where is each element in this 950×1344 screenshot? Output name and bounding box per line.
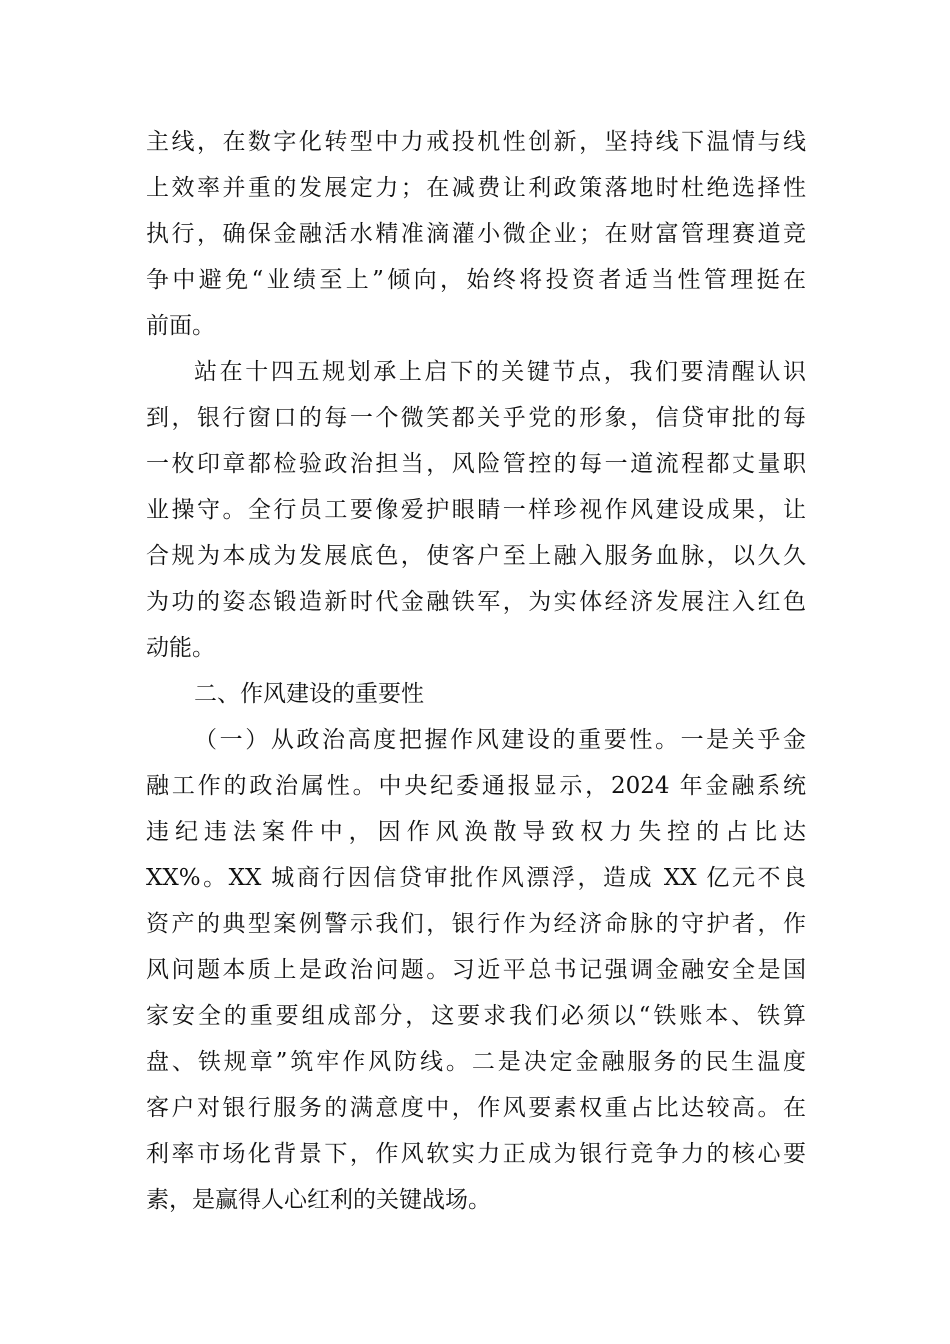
text-line: 业操守。全行员工要像爱护眼睛一样珍视作风建设成果，让	[146, 497, 806, 523]
text-line: 前面。	[146, 313, 215, 339]
text-line: 资产的典型案例警示我们，银行作为经济命脉的守护者，作	[146, 911, 806, 937]
text-line: 执行，确保金融活水精准滴灌小微企业；在财富管理赛道竞	[146, 221, 806, 247]
text-line: 盘、铁规章”筑牢作风防线。二是决定金融服务的民生温度	[146, 1049, 806, 1075]
section-heading: 二、作风建设的重要性	[194, 681, 424, 707]
text-line: XX%。XX 城商行因信贷审批作风漂浮，造成 XX 亿元不良	[146, 865, 806, 891]
text-line: 家安全的重要组成部分，这要求我们必须以“铁账本、铁算	[146, 1003, 806, 1029]
text-line: 客户对银行服务的满意度中，作风要素权重占比达较高。在	[146, 1095, 806, 1121]
text-line: 一枚印章都检验政治担当，风险管控的每一道流程都丈量职	[146, 451, 806, 477]
text-line: 风问题本质上是政治问题。习近平总书记强调金融安全是国	[146, 957, 806, 983]
text-line: （一）从政治高度把握作风建设的重要性。一是关乎金	[194, 727, 806, 753]
text-line: 融工作的政治属性。中央纪委通报显示，2024 年金融系统	[146, 773, 806, 799]
text-line: 上效率并重的发展定力；在减费让利政策落地时杜绝选择性	[146, 175, 806, 201]
text-line: 主线，在数字化转型中力戒投机性创新，坚持线下温情与线	[146, 129, 806, 155]
text-line: 争中避免“业绩至上”倾向，始终将投资者适当性管理挺在	[146, 267, 806, 293]
text-line: 素，是赢得人心红利的关键战场。	[146, 1187, 491, 1213]
text-line: 到，银行窗口的每一个微笑都关乎党的形象，信贷审批的每	[146, 405, 806, 431]
text-line: 合规为本成为发展底色，使客户至上融入服务血脉，以久久	[146, 543, 806, 569]
text-line: 违纪违法案件中，因作风涣散导致权力失控的占比达	[146, 819, 806, 845]
text-line: 为功的姿态锻造新时代金融铁军，为实体经济发展注入红色	[146, 589, 806, 615]
text-line: 站在十四五规划承上启下的关键节点，我们要清醒认识	[194, 359, 806, 385]
text-line: 利率市场化背景下，作风软实力正成为银行竞争力的核心要	[146, 1141, 806, 1167]
text-line: 动能。	[146, 635, 215, 661]
